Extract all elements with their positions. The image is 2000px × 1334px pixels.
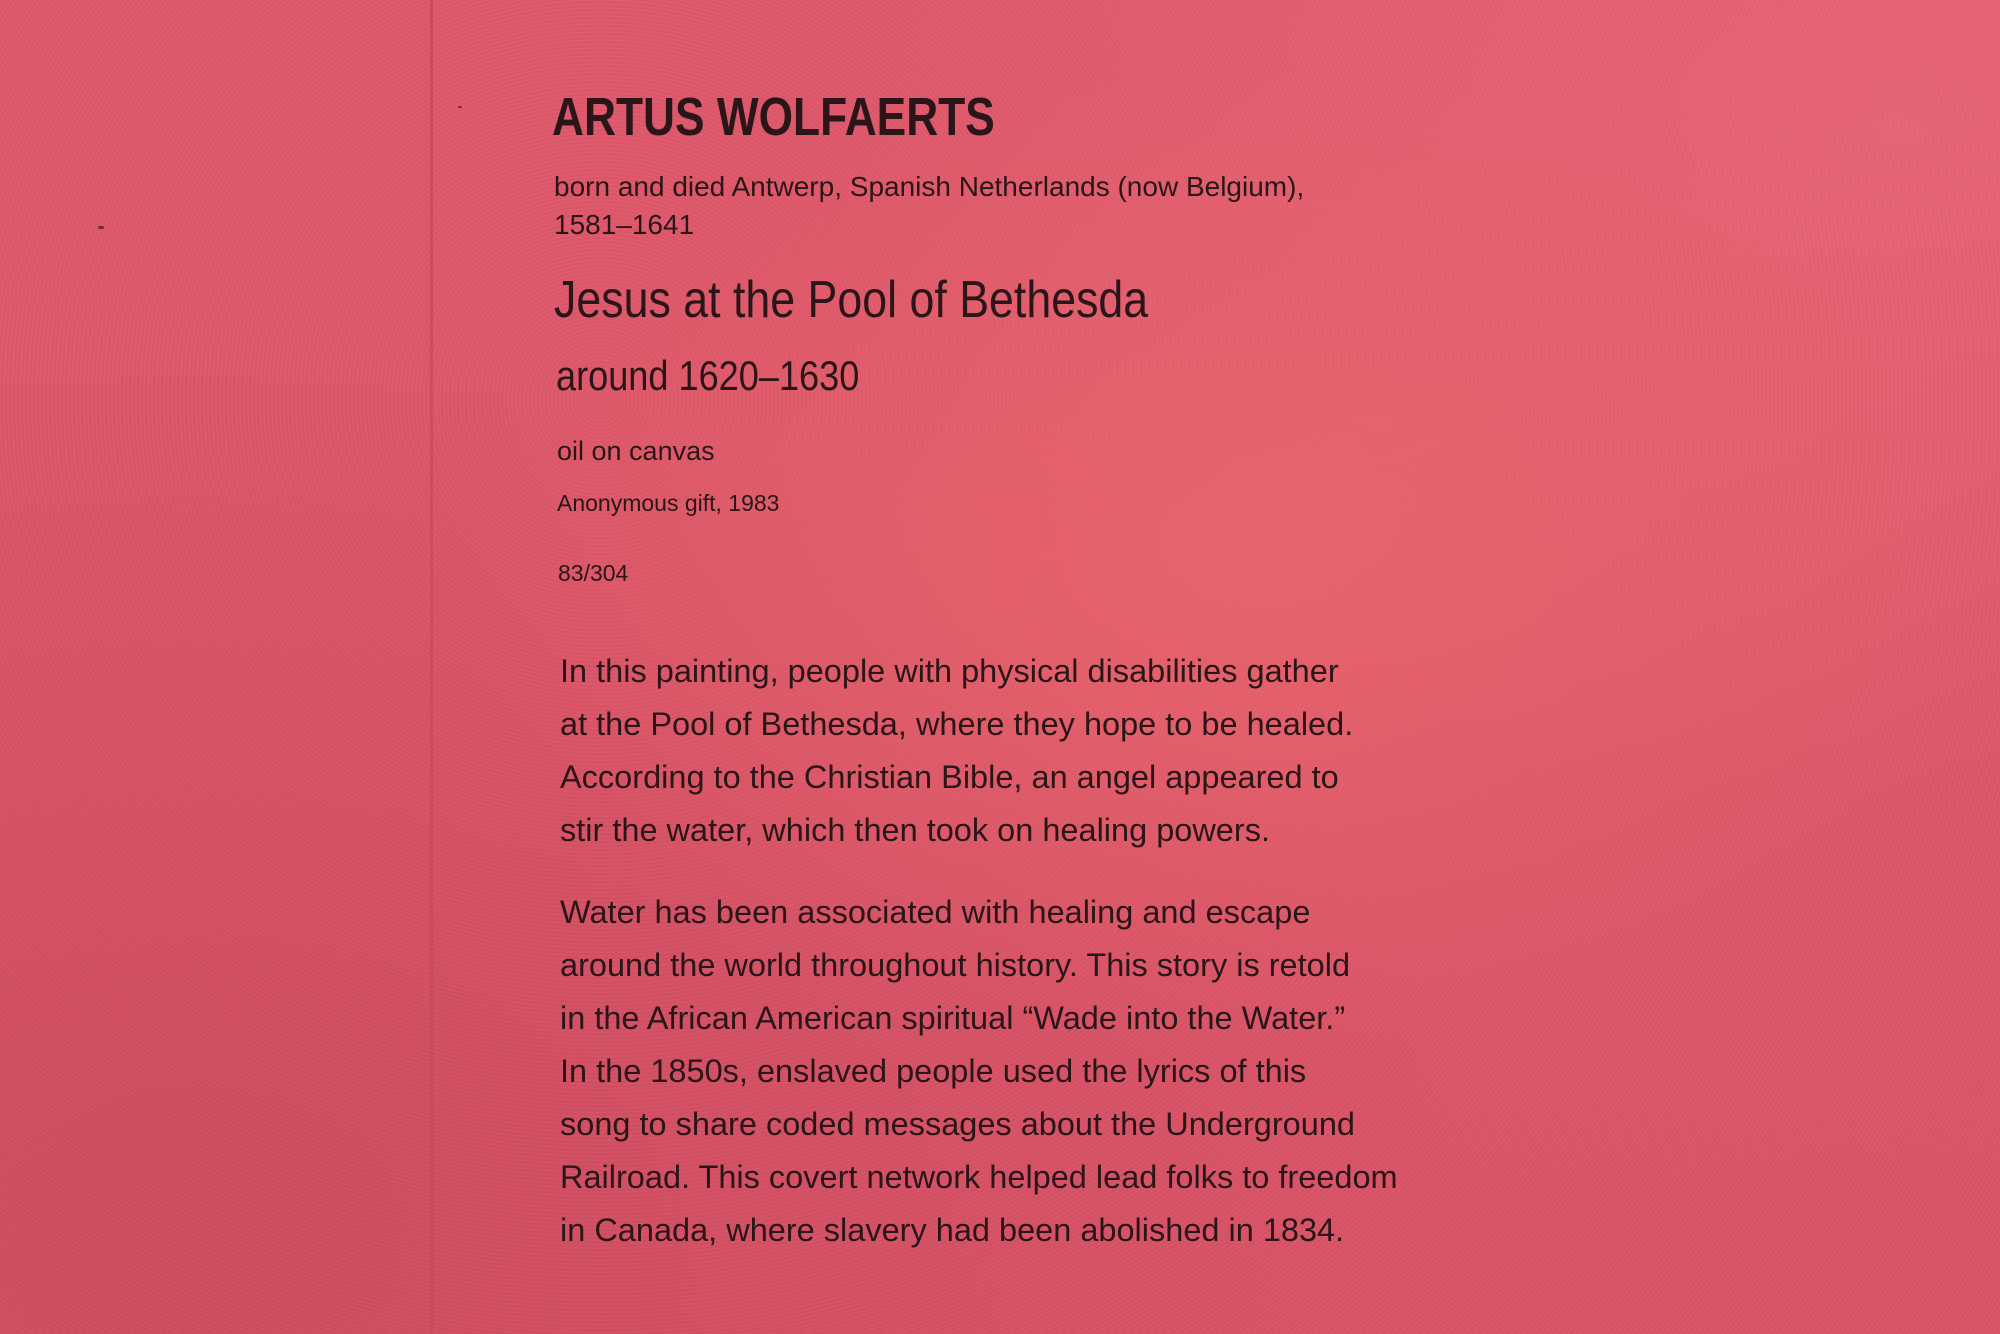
wall-speck — [98, 226, 104, 229]
accession-number: 83/304 — [558, 560, 629, 586]
artwork-medium: oil on canvas — [557, 436, 715, 466]
wall-speck — [458, 106, 462, 108]
artwork-date: around 1620–1630 — [556, 352, 860, 399]
description-paragraph-2: Water has been associated with healing and escape around the world throughout history. This story is retold in the African American spiritual “Wade into the Water.” In the 1850s, enslaved people used the lyrics of this song to share coded messages about the Underground Railroad. This covert network helped lead folks to freedom in Canada, where slavery had been abolished in 1834. — [560, 894, 1398, 1248]
panel-edge — [430, 0, 433, 1334]
artwork-title: Jesus at the Pool of Bethesda — [554, 271, 1149, 329]
artist-name: ARTUS WOLFAERTS — [552, 87, 995, 147]
credit-line: Anonymous gift, 1983 — [557, 490, 780, 516]
description-paragraph-1: In this painting, people with physical disabilities gather at the Pool of Bethesda, where they hope to be healed. According to the Christian Bible, an angel appeared to stir the water, which then took on healing powers. — [560, 653, 1354, 848]
artist-bio: born and died Antwerp, Spanish Netherlands (now Belgium), 1581–1641 — [554, 171, 1305, 240]
